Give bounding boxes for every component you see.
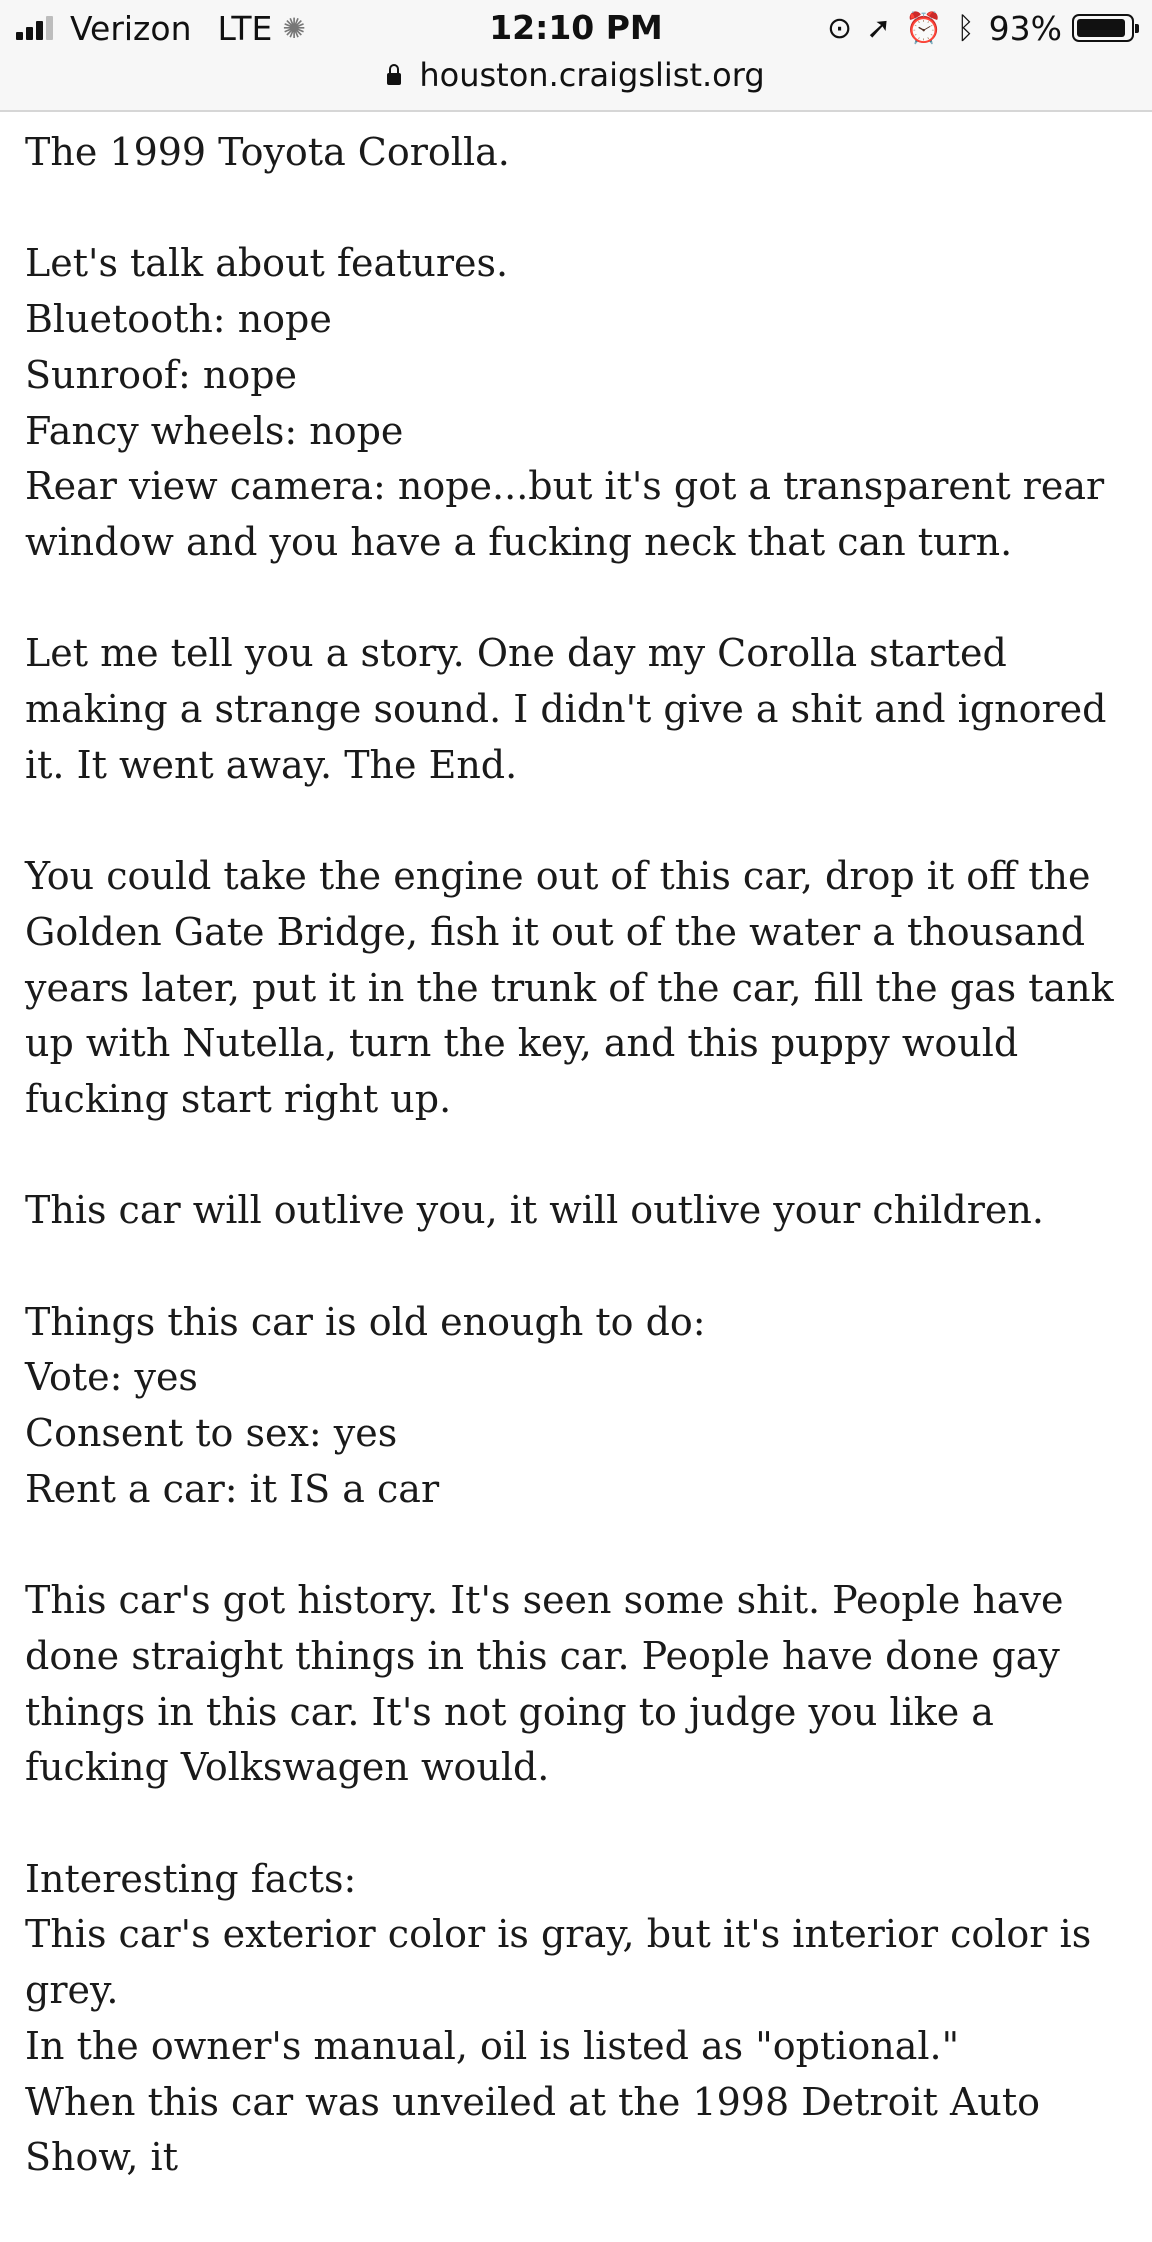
location-icon: ➚ bbox=[866, 10, 892, 46]
battery-level-fill bbox=[1077, 19, 1125, 37]
activity-spinner-icon: ✺ bbox=[282, 11, 306, 45]
battery-icon bbox=[1072, 14, 1134, 42]
lock-icon bbox=[387, 73, 401, 85]
browser-top-bar bbox=[0, 0, 1152, 112]
post-line: You could take the engine out of this car, drop it off the Golden Gate Bridge, fish it out of the water a thousand years later, put it in the trunk of the car, fill the gas tank up with Nutella, turn the key, and this puppy would fucking start right up. bbox=[25, 854, 1114, 1121]
status-bar-time: 12:10 PM bbox=[489, 8, 663, 47]
post-line: Things this car is old enough to do: bbox=[25, 1299, 706, 1344]
post-line: This car's exterior color is gray, but it's interior color is grey. bbox=[25, 1912, 1092, 2013]
post-line: Let's talk about features. bbox=[25, 241, 509, 286]
address-bar[interactable] bbox=[0, 55, 1152, 95]
status-bar-right bbox=[813, 8, 1134, 48]
post-paragraph bbox=[25, 849, 1135, 1128]
post-line: This car will outlive you, it will outlive your children. bbox=[25, 1188, 1044, 1233]
carrier-label: Verizon bbox=[70, 8, 192, 48]
network-type-label: LTE bbox=[217, 8, 273, 48]
url-label[interactable]: houston.craigslist.org bbox=[419, 56, 765, 94]
post-line: The 1999 Toyota Corolla. bbox=[25, 130, 510, 174]
post-paragraph bbox=[25, 1183, 1135, 1239]
alarm-icon: ⏰ bbox=[905, 10, 943, 46]
post-line: Sunroof: nope bbox=[25, 352, 298, 397]
post-line: Rear view camera: nope...but it's got a transparent rear window and you have a fucking neck that can turn. bbox=[25, 464, 1105, 564]
post-line: When this car was unveiled at the 1998 Detroit Auto Show, it bbox=[25, 2079, 1041, 2180]
posting-body bbox=[25, 125, 1135, 2242]
post-line: Rent a car: it IS a car bbox=[25, 1466, 440, 1511]
post-paragraph bbox=[25, 236, 1135, 570]
post-line: Interesting facts: bbox=[25, 1856, 357, 1901]
post-line: This car's got history. It's seen some shit. People have done straight things in this car. People have done gay things in this car. It's not going to judge you like a fucking Volkswagen would. bbox=[25, 1578, 1064, 1790]
battery-percent-label: 93% bbox=[988, 8, 1062, 48]
post-line: In the owner's manual, oil is listed as "optional." bbox=[25, 2023, 960, 2068]
post-line: Vote: yes bbox=[25, 1355, 198, 1400]
post-line: Consent to sex: yes bbox=[25, 1411, 398, 1456]
post-line: Let me tell you a story. One day my Corolla started making a strange sound. I didn't give a shit and ignored it. It went away. The End. bbox=[25, 631, 1107, 787]
post-paragraph bbox=[25, 1573, 1135, 1796]
orientation-lock-icon: ⊙ bbox=[827, 10, 853, 46]
post-paragraph bbox=[25, 125, 1135, 181]
post-line: Fancy wheels: nope bbox=[25, 408, 404, 453]
post-paragraph bbox=[25, 626, 1135, 793]
post-line: Bluetooth: nope bbox=[25, 297, 332, 342]
post-paragraph bbox=[25, 1852, 1135, 2186]
bluetooth-icon: ᛒ bbox=[956, 10, 975, 46]
post-paragraph bbox=[25, 1295, 1135, 1518]
